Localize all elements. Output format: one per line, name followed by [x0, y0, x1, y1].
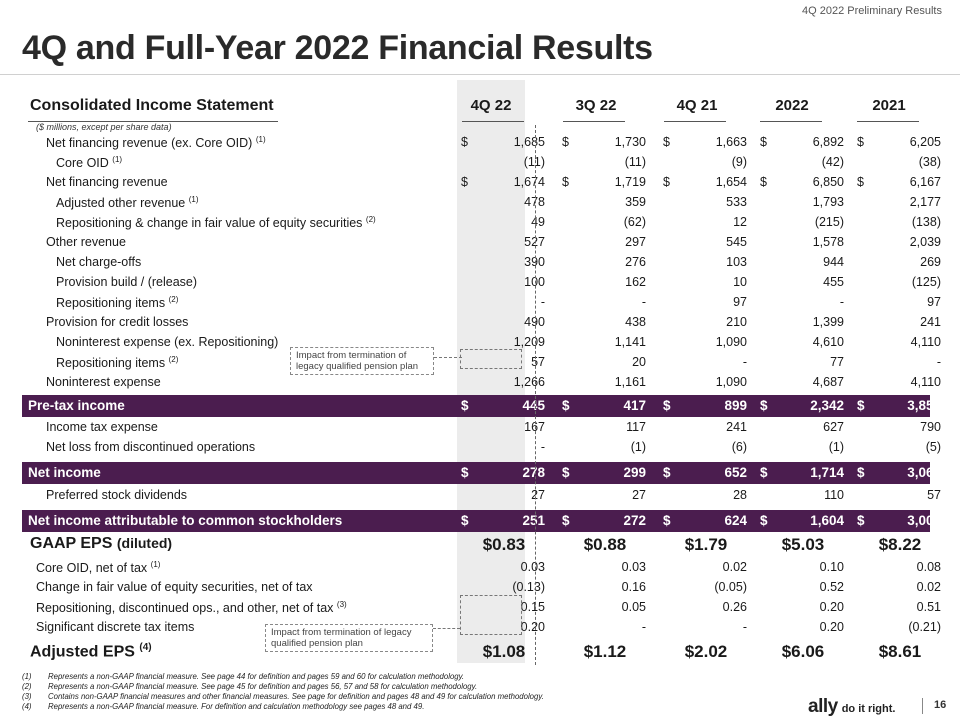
row-label-text: Core OID — [56, 156, 109, 171]
value-number: 1,266 — [513, 375, 545, 389]
row-label — [56, 195, 199, 210]
value-number: 0.03 — [621, 560, 646, 574]
footnote-ref: (1) — [112, 155, 123, 164]
total-band-row — [22, 510, 941, 532]
eps-value: $8.22 — [878, 535, 922, 554]
quarter-divider-dashed — [535, 125, 536, 665]
column-header-4q21: 4Q 21 — [676, 97, 718, 114]
column-header-2022: 2022 — [775, 97, 809, 114]
value-number: 2,039 — [909, 235, 941, 249]
value-number: - — [839, 295, 844, 309]
value-number: 2,342 — [810, 398, 844, 413]
row-label — [46, 235, 126, 249]
value-number: (0.05) — [714, 580, 747, 594]
currency-symbol: $ — [562, 135, 569, 149]
currency-symbol: $ — [461, 175, 468, 189]
currency-symbol: $ — [663, 513, 671, 528]
value-number: 790 — [920, 420, 941, 434]
value-number: 269 — [920, 255, 941, 269]
value-number: (38) — [918, 155, 941, 169]
header-underline — [857, 121, 919, 122]
value-number: 1,654 — [715, 175, 747, 189]
row-label — [30, 535, 172, 553]
header-underline — [563, 121, 625, 122]
value-number: 0.05 — [621, 600, 646, 614]
currency-symbol: $ — [760, 175, 767, 189]
value-number: 445 — [522, 398, 545, 413]
total-band-row — [22, 462, 941, 484]
header-underline — [664, 121, 726, 122]
row-label — [56, 275, 197, 289]
row-label-text: Repositioning, discontinued ops., and other, net of tax — [36, 601, 334, 616]
value-number: (6) — [731, 440, 747, 454]
pension-callout-box: Impact from termination of legacy qualified pension plan — [290, 347, 434, 375]
value-number: 272 — [623, 513, 646, 528]
row-label — [46, 375, 161, 389]
currency-symbol: $ — [663, 465, 671, 480]
value-number: 1,090 — [715, 335, 747, 349]
currency-symbol: $ — [461, 513, 469, 528]
row-label — [46, 488, 187, 502]
value-number: (11) — [523, 155, 545, 169]
currency-symbol: $ — [857, 175, 864, 189]
row-label-text: Provision for credit losses — [46, 315, 189, 329]
eps-value: $5.03 — [781, 535, 825, 554]
row-label-qualifier: (diluted) — [116, 535, 173, 551]
row-label-text: GAAP EPS — [30, 535, 113, 552]
row-label — [56, 335, 278, 349]
value-number: 390 — [524, 255, 545, 269]
value-number: 624 — [724, 513, 747, 528]
value-number: 1,090 — [715, 375, 747, 389]
value-number: (5) — [925, 440, 941, 454]
value-number: 0.10 — [819, 560, 844, 574]
eps-row — [20, 533, 930, 557]
currency-symbol: $ — [562, 465, 570, 480]
total-band-row — [22, 395, 941, 417]
value-number: - — [641, 620, 646, 634]
row-label-text: Repositioning & change in fair value of equity securities — [56, 216, 363, 231]
page-number: 16 — [934, 699, 947, 711]
value-number: 652 — [724, 465, 747, 480]
footnote-ref: (1) — [150, 560, 161, 569]
currency-symbol: $ — [562, 175, 569, 189]
page-title: 4Q and Full-Year 2022 Financial Results — [22, 29, 653, 67]
value-number: (138) — [911, 215, 941, 229]
row-label — [46, 135, 266, 150]
value-number: 490 — [524, 315, 545, 329]
row-label — [46, 420, 158, 434]
value-number: (1) — [630, 440, 646, 454]
value-number: 20 — [632, 355, 646, 369]
value-number: 28 — [733, 488, 747, 502]
footnote-ref: (2) — [365, 215, 376, 224]
row-label — [46, 440, 255, 454]
header-underline — [760, 121, 822, 122]
value-number: 3,003 — [907, 513, 941, 528]
footnote-ref: (2) — [168, 355, 179, 364]
row-label-text: Other revenue — [46, 235, 126, 249]
callout-connector — [434, 357, 462, 358]
value-number: 6,892 — [812, 135, 844, 149]
value-number: 1,719 — [614, 175, 646, 189]
value-number: 241 — [726, 420, 747, 434]
value-number: - — [742, 355, 747, 369]
value-number: 4,610 — [812, 335, 844, 349]
value-number: 533 — [726, 195, 747, 209]
value-number: 12 — [733, 215, 747, 229]
value-number: 627 — [823, 420, 844, 434]
value-number: 1,714 — [810, 465, 844, 480]
value-number: 0.15 — [520, 600, 545, 614]
value-number: 210 — [726, 315, 747, 329]
value-number: - — [936, 355, 941, 369]
currency-symbol: $ — [663, 135, 670, 149]
currency-symbol: $ — [760, 135, 767, 149]
value-number: 0.20 — [819, 600, 844, 614]
eps-value: $2.02 — [684, 642, 728, 661]
eps-value: $0.83 — [482, 535, 526, 554]
value-number: 359 — [625, 195, 646, 209]
row-label-text: Adjusted other revenue — [56, 196, 186, 211]
footnote: (2) Represents a non-GAAP financial measure. See page 45 for definition and pages 56, 57 and 58 for calculation methodology. — [22, 682, 478, 691]
row-label-text: Net loss from discontinued operations — [46, 440, 256, 454]
table-row — [20, 232, 941, 252]
eps-row — [20, 640, 930, 664]
row-label-text: Adjusted EPS — [30, 643, 135, 661]
row-label: Net income — [28, 465, 101, 480]
pension-callout-box: Impact from termination of legacy qualified pension plan — [265, 624, 433, 652]
value-number: 545 — [726, 235, 747, 249]
row-label-text: Noninterest expense (ex. Repositioning) — [56, 335, 279, 349]
currency-symbol: $ — [461, 398, 469, 413]
table-row — [20, 485, 941, 505]
value-number: 6,205 — [909, 135, 941, 149]
value-number: 297 — [625, 235, 646, 249]
value-number: 1,141 — [614, 335, 646, 349]
value-number: 167 — [524, 420, 545, 434]
row-label-text: Provision build / (release) — [56, 275, 198, 289]
eps-value: $1.79 — [684, 535, 728, 554]
value-number: (42) — [821, 155, 844, 169]
row-label — [56, 295, 178, 310]
currency-symbol: $ — [857, 513, 865, 528]
eps-value: $6.06 — [781, 642, 825, 661]
value-number: 1,685 — [513, 135, 545, 149]
table-row — [20, 172, 941, 192]
table-row — [20, 557, 941, 577]
footnote-ref: (2) — [168, 295, 179, 304]
value-number: 97 — [733, 295, 747, 309]
currency-symbol: $ — [461, 135, 468, 149]
row-label-text: Core OID, net of tax — [36, 561, 148, 576]
currency-symbol: $ — [857, 135, 864, 149]
footnote-ref: (3) — [336, 600, 347, 609]
row-label-text: Repositioning items — [56, 296, 166, 311]
value-number: 241 — [920, 315, 941, 329]
value-number: 4,687 — [812, 375, 844, 389]
callout-connector — [433, 628, 460, 629]
value-number: 4,110 — [910, 335, 941, 349]
value-number: 0.16 — [621, 580, 646, 594]
value-number: 57 — [927, 488, 941, 502]
value-number: 2,177 — [909, 195, 941, 209]
value-number: 6,167 — [909, 175, 941, 189]
footnote-ref: (4) — [139, 642, 152, 653]
row-label — [56, 155, 122, 170]
value-number: 57 — [531, 355, 545, 369]
value-number: 0.20 — [520, 620, 545, 634]
value-number: - — [742, 620, 747, 634]
value-number: 97 — [927, 295, 941, 309]
eps-value: $0.88 — [583, 535, 627, 554]
value-number: - — [540, 295, 545, 309]
currency-symbol: $ — [562, 398, 570, 413]
currency-symbol: $ — [857, 398, 865, 413]
footnote-ref: (1) — [188, 195, 199, 204]
title-rule — [0, 74, 960, 75]
value-number: 455 — [823, 275, 844, 289]
row-label-text: Preferred stock dividends — [46, 488, 188, 502]
footnote: (3) Contains non-GAAP financial measures and other financial measures. See page for definition and pages 48 and 49 for calculation methodology. — [22, 692, 544, 701]
currency-symbol: $ — [562, 513, 570, 528]
value-number: 27 — [531, 488, 545, 502]
table-row — [20, 292, 941, 312]
table-row — [20, 437, 941, 457]
value-number: 1,578 — [812, 235, 844, 249]
value-number: 27 — [632, 488, 646, 502]
value-number: 117 — [626, 420, 646, 434]
value-number: 0.03 — [520, 560, 545, 574]
value-number: 6,850 — [812, 175, 844, 189]
row-label-text: Net financing revenue — [46, 175, 168, 189]
value-number: 49 — [531, 215, 545, 229]
value-number: 3,060 — [907, 465, 941, 480]
table-row — [20, 132, 941, 152]
footnotes — [22, 672, 544, 712]
table-row — [20, 577, 941, 597]
top-label: 4Q 2022 Preliminary Results — [801, 5, 942, 17]
table-row — [20, 272, 941, 292]
table-row — [20, 312, 941, 332]
value-number: 527 — [524, 235, 545, 249]
value-number: 1,399 — [812, 315, 844, 329]
table-row — [20, 372, 941, 392]
value-number: 299 — [623, 465, 646, 480]
value-number: 77 — [830, 355, 844, 369]
value-number: 0.51 — [916, 600, 941, 614]
value-number: 1,604 — [810, 513, 844, 528]
value-number: (215) — [814, 215, 844, 229]
footnote: (1) Represents a non-GAAP financial measure. See page 44 for definition and pages 59 and 60 for calculation methodology. — [22, 672, 465, 681]
row-label-text: Change in fair value of equity securities, net of tax — [36, 580, 313, 594]
row-label — [56, 355, 178, 370]
table-row — [20, 212, 941, 232]
row-label — [36, 620, 194, 634]
value-number: 0.02 — [916, 580, 941, 594]
value-number: 1,209 — [513, 335, 545, 349]
value-number: 944 — [823, 255, 844, 269]
value-number: 1,161 — [614, 375, 646, 389]
value-number: (1) — [828, 440, 844, 454]
value-number: 0.52 — [819, 580, 844, 594]
row-label-text: Repositioning items — [56, 356, 166, 371]
table-row — [20, 252, 941, 272]
row-label: Net income attributable to common stockholders — [28, 513, 343, 528]
value-number: (11) — [624, 155, 646, 169]
row-label-text: Significant discrete tax items — [36, 620, 195, 634]
value-number: 899 — [724, 398, 747, 413]
value-number: 251 — [522, 513, 545, 528]
value-number: 0.02 — [722, 560, 747, 574]
currency-symbol: $ — [461, 465, 469, 480]
table-row — [20, 192, 941, 212]
value-number: (125) — [911, 275, 941, 289]
callout-highlight-box — [460, 595, 522, 635]
value-number: 103 — [726, 255, 747, 269]
value-number: 1,730 — [614, 135, 646, 149]
column-header-4q22: 4Q 22 — [470, 97, 512, 114]
row-label — [30, 642, 152, 661]
footnote: (4) Represents a non-GAAP financial measure. For definition and calculation methodology see pages 48 and 49. — [22, 702, 425, 711]
eps-value: $1.08 — [482, 642, 526, 661]
row-label: Pre-tax income — [28, 398, 125, 413]
value-number: 4,110 — [910, 375, 941, 389]
row-label — [56, 215, 376, 230]
row-label — [36, 600, 347, 615]
value-number: 0.20 — [819, 620, 844, 634]
logo-divider — [922, 698, 923, 714]
table-row — [20, 417, 941, 437]
currency-symbol: $ — [663, 398, 671, 413]
value-number: 0.26 — [722, 600, 747, 614]
value-number: 478 — [524, 195, 545, 209]
table-row — [20, 152, 941, 172]
value-number: (0.13) — [512, 580, 545, 594]
value-number: 110 — [824, 488, 844, 502]
value-number: 100 — [524, 275, 545, 289]
row-label — [46, 315, 188, 329]
value-number: 1,793 — [812, 195, 844, 209]
value-number: 438 — [625, 315, 646, 329]
value-number: 278 — [522, 465, 545, 480]
value-number: 162 — [625, 275, 646, 289]
value-number: 0.08 — [916, 560, 941, 574]
row-label — [46, 175, 168, 189]
value-number: - — [641, 295, 646, 309]
value-number: 10 — [733, 275, 747, 289]
row-label-text: Noninterest expense — [46, 375, 161, 389]
table-title: Consolidated Income Statement — [30, 97, 274, 114]
callout-highlight-box — [460, 349, 522, 369]
value-number: (62) — [623, 215, 646, 229]
row-label — [36, 560, 160, 575]
value-number: (0.21) — [908, 620, 941, 634]
eps-value: $1.12 — [583, 642, 627, 661]
eps-value: $8.61 — [878, 642, 922, 661]
column-header-3q22: 3Q 22 — [575, 97, 617, 114]
column-header-2021: 2021 — [872, 97, 906, 114]
value-number: 1,674 — [513, 175, 545, 189]
currency-symbol: $ — [760, 465, 768, 480]
row-label-text: Income tax expense — [46, 420, 158, 434]
value-number: 276 — [625, 255, 646, 269]
header-underline — [462, 121, 524, 122]
row-label-text: Net financing revenue (ex. Core OID) — [46, 136, 253, 151]
ally-logo: ally do it right. — [808, 696, 896, 717]
units-note: ($ millions, except per share data) — [36, 122, 172, 132]
row-label-text: Net charge-offs — [56, 255, 142, 269]
currency-symbol: $ — [857, 465, 865, 480]
value-number: 3,855 — [907, 398, 941, 413]
currency-symbol: $ — [663, 175, 670, 189]
row-label — [56, 255, 141, 269]
footnote-ref: (1) — [255, 135, 266, 144]
row-label — [36, 580, 313, 594]
currency-symbol: $ — [760, 513, 768, 528]
value-number: - — [540, 440, 545, 454]
value-number: (9) — [731, 155, 747, 169]
value-number: 1,663 — [715, 135, 747, 149]
value-number: 417 — [623, 398, 646, 413]
currency-symbol: $ — [760, 398, 768, 413]
